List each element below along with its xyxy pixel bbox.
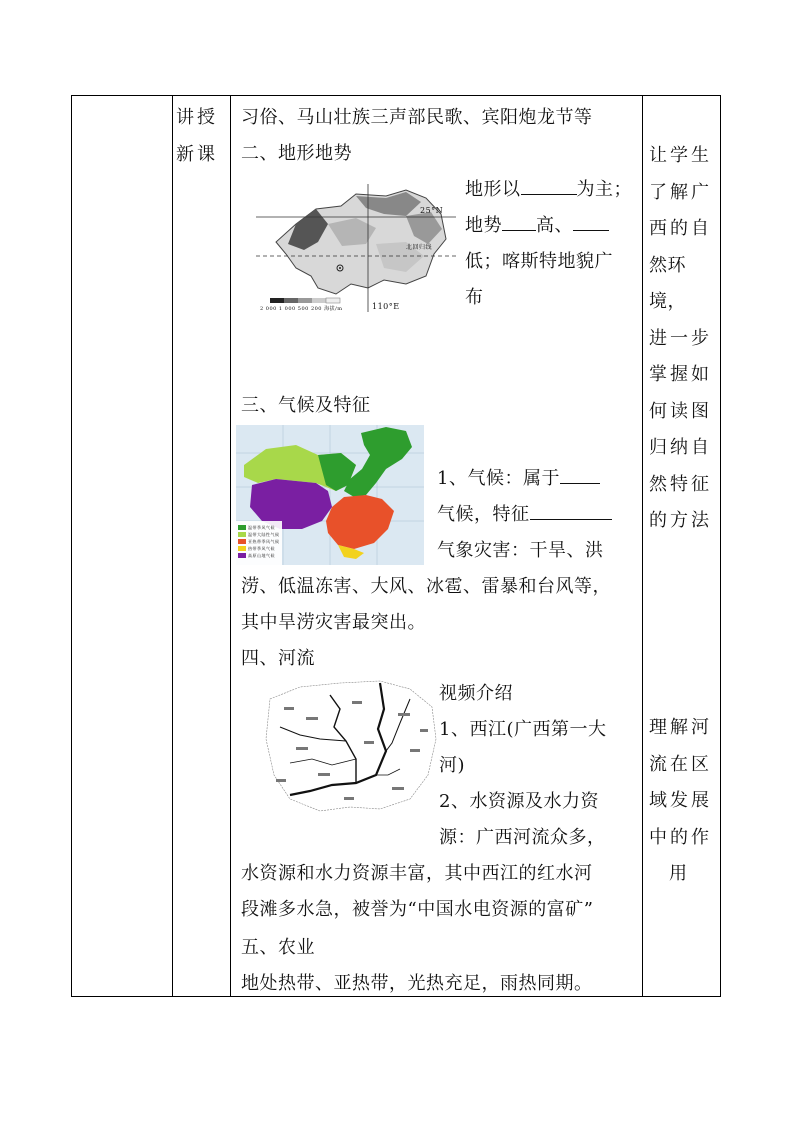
- terrain-line-2: 地势 高、: [465, 208, 609, 244]
- heading-agriculture: 五、农业: [241, 937, 315, 958]
- blank-field: [530, 499, 612, 520]
- guangxi-terrain-map: [256, 184, 456, 320]
- blank-field: [560, 463, 600, 484]
- river-line-3: 河): [439, 755, 466, 776]
- lat-label: 25°N: [420, 206, 444, 215]
- river-line-4: 2、水资源及水力资: [439, 791, 599, 812]
- goal-line: 流在区: [649, 753, 712, 775]
- goal-line: 归纳自: [649, 437, 712, 458]
- goal-line: 理解河: [649, 717, 712, 738]
- goal-line: 然特征: [649, 473, 712, 495]
- column-divider: [172, 96, 173, 996]
- goal-cell-2: [649, 710, 721, 893]
- goal-line: 何读图: [649, 400, 712, 422]
- goal-cell-1: [649, 138, 721, 540]
- climate-line-4: 涝、低温冻害、大风、冰雹、雷暴和台风等，: [241, 576, 611, 597]
- blank-field: [502, 210, 536, 231]
- climate-line-2: 气候，特征: [437, 497, 612, 533]
- climate-line-5: 其中旱涝灾害最突出。: [241, 612, 426, 633]
- lon-label: 110°E: [372, 302, 400, 311]
- terrain-map-graphic: [256, 184, 456, 320]
- blank-field: [521, 174, 577, 195]
- goal-line: 让学生: [649, 145, 712, 166]
- climate-line-1: 1、气候：属于: [437, 461, 600, 497]
- content-cell: [232, 96, 642, 996]
- goal-line: 的方法: [649, 510, 712, 531]
- goal-line: 然环境，: [649, 254, 686, 312]
- heading-terrain: 二、地形地势: [241, 143, 352, 164]
- terrain-line-4: 布: [465, 287, 484, 308]
- river-line-1: 视频介绍: [439, 683, 513, 704]
- stage-line: 讲授: [176, 107, 218, 128]
- guangxi-river-map: [260, 679, 442, 819]
- column-divider: [642, 96, 643, 996]
- goal-line: 进一步: [649, 327, 712, 349]
- goal-line: 了解广: [649, 181, 712, 203]
- column-divider: [230, 96, 231, 996]
- stage-line: 新课: [176, 143, 218, 165]
- heading-river: 四、河流: [241, 648, 315, 669]
- river-map-graphic: [260, 679, 442, 819]
- river-line-7: 段滩多水急，被誉为“中国水电资源的富矿”: [241, 899, 594, 920]
- terrain-line-1: 地形以 为主；: [465, 172, 632, 208]
- goal-line: 域发展: [649, 790, 712, 811]
- river-line-2: 1、西江(广西第一大: [439, 719, 607, 740]
- river-line-6: 水资源和水力资源丰富，其中西江的红水河: [241, 863, 593, 884]
- river-line-5: 源：广西河流众多，: [439, 827, 606, 848]
- goal-line: 用: [669, 863, 690, 884]
- tropic-label: 北回归线: [406, 244, 433, 251]
- customs-line: 习俗、马山壮族三声部民歌、宾阳炮龙节等: [241, 107, 593, 128]
- stage-cell: [176, 100, 230, 173]
- scale-label: 2 000 1 000 500 200 海拔/m: [260, 306, 343, 312]
- blank-field: [573, 210, 609, 231]
- goal-line: 中的作: [649, 826, 712, 848]
- climate-line-3: 气象灾害：干旱、洪: [437, 540, 604, 561]
- agriculture-line: 地处热带、亚热带，光热充足，雨热同期。: [241, 973, 593, 994]
- goal-line: 掌握如: [649, 364, 712, 385]
- terrain-line-3: 低；喀斯特地貌广: [465, 251, 613, 272]
- china-climate-map: [236, 425, 424, 565]
- goal-line: 西的自: [649, 218, 712, 239]
- heading-climate: 三、气候及特征: [241, 395, 371, 416]
- lesson-table: [71, 95, 721, 997]
- climate-legend: 温带季风气候 温带大陆性气候 亚热带季风气候 热带季风气候 高原山地气候: [248, 525, 280, 558]
